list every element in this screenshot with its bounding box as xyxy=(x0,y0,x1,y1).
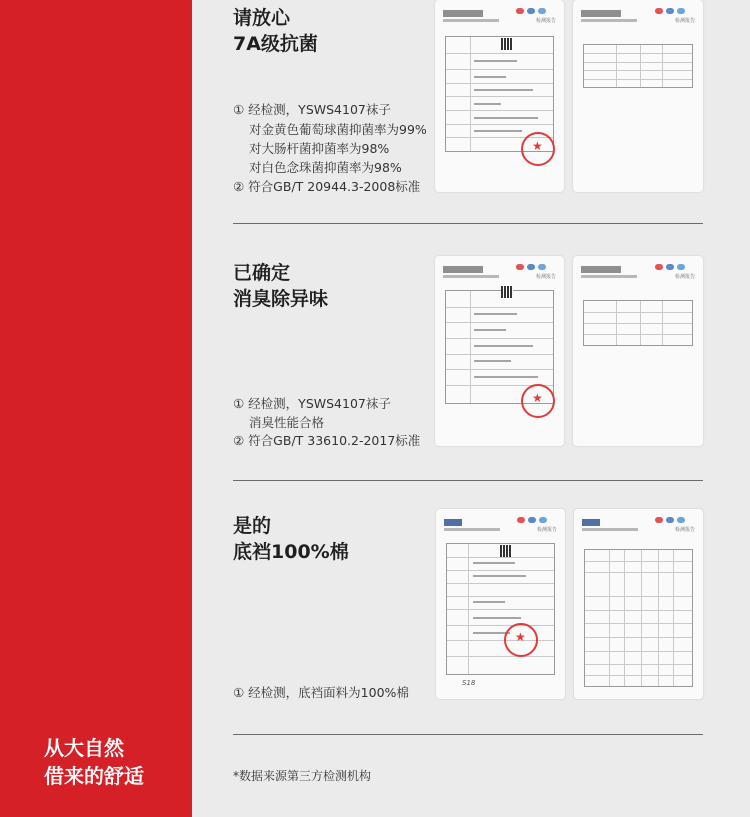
test-result-line: ① 经检测，底裆面料为100%棉 xyxy=(233,685,409,700)
test-result-line: 对白色念珠菌抑菌率为98% xyxy=(249,160,402,175)
signature: S18 xyxy=(462,679,476,687)
standard-line: ② 符合GB/T 20944.3-2008标准 xyxy=(233,179,421,194)
test-report-image xyxy=(573,0,703,192)
qr-code-icon xyxy=(500,545,512,557)
report-label: 检测报告 xyxy=(674,527,695,533)
qr-code-icon xyxy=(501,38,513,50)
section-title-line2: 7A级抗菌 xyxy=(233,33,318,55)
brand-side-band xyxy=(0,0,192,817)
slogan-line1: 从大自然 xyxy=(44,736,124,760)
test-result-line: 消臭性能合格 xyxy=(249,415,325,430)
test-report-image xyxy=(436,509,565,699)
test-result-line: 对大肠杆菌抑菌率为98% xyxy=(249,141,390,156)
section-title-line1: 已确定 xyxy=(233,262,291,284)
standard-line: ② 符合GB/T 33610.2-2017标准 xyxy=(233,433,421,448)
slogan-line2: 借来的舒适 xyxy=(44,764,144,788)
report-label: 检测报告 xyxy=(535,274,556,280)
test-result-line: ① 经检测，YSWS4107袜子 xyxy=(233,396,391,411)
official-stamp-icon xyxy=(504,623,538,657)
section-divider xyxy=(233,734,703,735)
section-divider xyxy=(233,480,703,481)
report-label: 检测报告 xyxy=(536,527,557,533)
test-report-image xyxy=(574,509,703,699)
brand-slogan xyxy=(44,734,144,790)
section-title-line2: 底裆100%棉 xyxy=(233,541,349,563)
section-divider xyxy=(233,223,703,224)
section-title-line1: 请放心 xyxy=(233,7,291,29)
official-stamp-icon xyxy=(521,384,555,418)
report-label: 检测报告 xyxy=(674,18,695,24)
test-result-line: ① 经检测，YSWS4107袜子 xyxy=(233,102,391,117)
section-title-line1: 是的 xyxy=(233,515,272,537)
test-report-image xyxy=(573,256,703,446)
section-title-line2: 消臭除异味 xyxy=(233,288,329,310)
report-label: 检测报告 xyxy=(535,18,556,24)
report-label: 检测报告 xyxy=(674,274,695,280)
qr-code-icon xyxy=(501,286,513,298)
official-stamp-icon xyxy=(521,132,555,166)
test-report-image xyxy=(435,0,564,192)
test-result-line: 对金黄色葡萄球菌抑菌率为99% xyxy=(249,122,427,137)
test-report-image xyxy=(435,256,564,446)
source-footnote: *数据来源第三方检测机构 xyxy=(233,769,372,783)
